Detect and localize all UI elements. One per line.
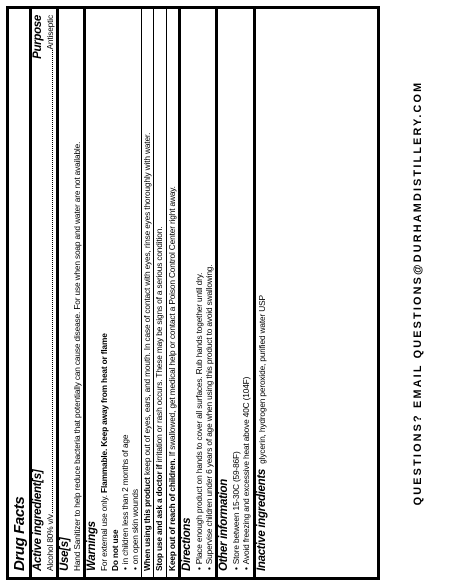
do-not-use-item: • in children less than 2 months of age [120,15,130,571]
active-ingredient-heading: Active ingredient[s] [32,469,44,571]
active-ingredient-header [32,15,45,571]
directions-item: • Place enough product on hands to cover all surfaces. Rub hands together until dry. [194,15,204,571]
keep-out-of-reach-text: If swallowed, get medical help or contact a Poison Control Center right away. [166,186,177,457]
stop-use-label: Stop use and ask a doctor if [154,464,165,571]
leader-dots [52,50,53,513]
purpose-heading: Purpose [32,15,44,59]
stop-use-text: irritation or rash occurs. These may be signs of a serious condition. [154,226,165,463]
do-not-use-label: Do not use [109,529,120,571]
when-using-warning [142,15,152,571]
stop-use-warning [154,15,164,571]
drug-facts-panel [6,6,380,580]
purpose-value: Antiseptic [45,15,55,50]
directions-item: • Supervise children under 6 years of age when using this product to avoid swallowing. [204,15,214,571]
external-use-warning [99,15,109,571]
do-not-use-item: • on open skin wounds [130,15,140,571]
drug-facts-title: Drug Facts [11,496,28,571]
external-use-text: For external use only. [99,495,110,571]
inactive-ingredients-row [256,15,269,571]
active-ingredient-row [45,15,55,571]
uses-text: Hand Sanitizer to help reduce bacteria that potentially can cause disease. For use when soap and water are not available. [72,141,83,571]
when-using-label: When using this product [142,477,153,571]
contact-email-footer: QUESTIONS? EMAIL QUESTIONS@DURHAMDISTILLERY.COM [411,80,424,506]
other-information-item: • Store between 15-30C (59-86F) [231,15,241,571]
keep-out-of-reach-label: Keep out of reach of children. [166,458,177,571]
flammable-warning: Flammable. Keep away from heat or flame [99,333,110,493]
inactive-ingredients-heading: Inactive ingredients [255,468,268,571]
directions-heading: Directions [180,517,193,571]
inactive-ingredients-text: glycerin, hydrogen peroxide, purified water USP [256,295,267,464]
other-information-item: • Avoid freezing and excessive heat above 40C (104F) [241,15,251,571]
keep-out-of-reach-warning [167,15,177,571]
uses-heading: Use[s] [59,537,72,571]
active-ingredient-value: Alcohol 80% v/v [45,514,55,571]
other-information-heading: Other information [218,478,231,571]
when-using-text: keep out of eyes, ears, and mouth. In case of contact with eyes, rinse eyes thoroughly with water. [142,132,153,476]
warnings-heading: Warnings [86,521,99,571]
